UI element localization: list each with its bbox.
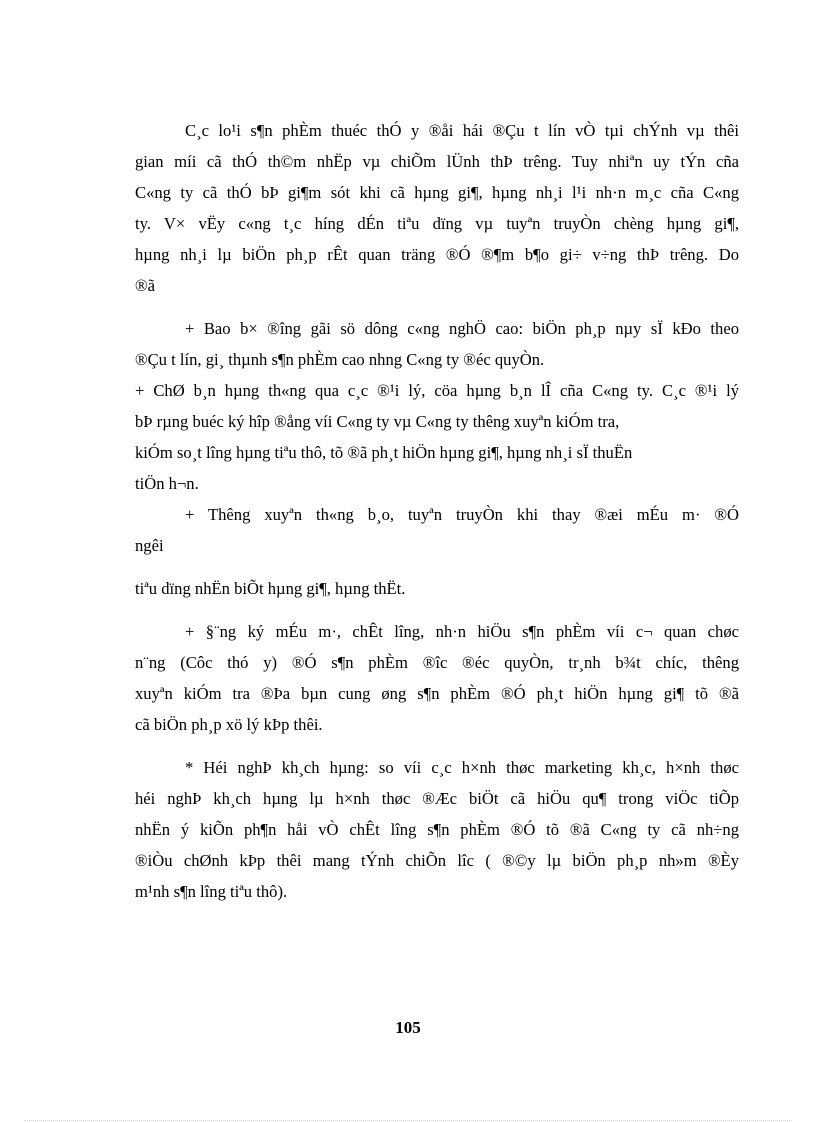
- paragraph-4: [135, 499, 739, 561]
- text-line: bÞ rµng buéc ký hîp ®ång víi C«ng ty vµ C«ng ty thêng xuyªn kiÓm tra,: [135, 412, 620, 431]
- text-line: * Héi nghÞ kh¸ch hµng: so víi c¸c h×nh thøc marketing kh¸c, h×nh thøc: [185, 758, 739, 777]
- text-line: tiÖn h¬n.: [135, 474, 199, 493]
- page-body: [135, 115, 739, 907]
- text-line: + Bao b× ®îng gãi sö dông c«ng nghÖ cao: biÖn ph¸p nµy sÏ kÐo theo: [185, 319, 739, 338]
- text-line: ®iÒu chØnh kÞp thêi mang tÝnh chiÕn lîc ( ®©y lµ biÖn ph¸p nh»m ®Èy: [135, 851, 739, 870]
- text-line: + Thêng xuyªn th«ng b¸o, tuyªn truyÒn khi thay ®æi mÉu m· ®Ó: [185, 505, 739, 524]
- page-number: 105: [395, 1018, 421, 1037]
- footer-divider: [24, 1120, 792, 1121]
- text-line: ty. V× vËy c«ng t¸c híng dÉn tiªu dïng vµ tuyªn truyÒn chèng hµng gi¶,: [135, 214, 739, 233]
- paragraph-2: [135, 313, 739, 375]
- text-line: ®ã: [135, 276, 155, 295]
- paragraph-6: [135, 616, 739, 740]
- paragraph-1: [135, 115, 739, 301]
- text-line: C¸c lo¹i s¶n phÈm thuéc thÓ y ®åi hái ®Çu t lín vÒ tµi chÝnh vµ thêi: [185, 121, 739, 140]
- text-line: nhËn ý kiÕn ph¶n håi vÒ chÊt lîng s¶n phÈm ®Ó tõ ®ã C«ng ty cã nh÷ng: [135, 820, 739, 839]
- paragraph-5: [135, 573, 739, 604]
- paragraph-3: [135, 375, 739, 499]
- paragraph-7: [135, 752, 739, 907]
- text-line: kiÓm so¸t lîng hµng tiªu thô, tõ ®ã ph¸t hiÖn hµng gi¶, hµng nh¸i sÏ thuËn: [135, 443, 633, 462]
- text-line: ngêi: [135, 536, 164, 555]
- text-line: + §¨ng ký mÉu m·, chÊt lîng, nh·n hiÖu s¶n phÈm víi c¬ quan chøc: [185, 622, 739, 641]
- text-line: xuyªn kiÓm tra ®Þa bµn cung øng s¶n phÈm ®Ó ph¸t hiÖn hµng gi¶ tõ ®ã: [135, 684, 739, 703]
- text-line: tiªu dïng nhËn biÕt hµng gi¶, hµng thËt.: [135, 579, 406, 598]
- text-line: ®Çu t lín, gi¸ thµnh s¶n phÈm cao nhng C«ng ty ®éc quyÒn.: [135, 350, 545, 369]
- text-line: hµng nh¸i lµ biÖn ph¸p rÊt quan träng ®Ó ®¶m b¶o gi÷ v÷ng thÞ trêng. Do: [135, 245, 739, 264]
- text-line: n¨ng (Côc thó y) ®Ó s¶n phÈm ®îc ®éc quyÒn, tr¸nh b¾t chíc, thêng: [135, 653, 739, 672]
- text-line: cã biÖn ph¸p xö lý kÞp thêi.: [135, 715, 323, 734]
- text-line: + ChØ b¸n hµng th«ng qua c¸c ®¹i lý, cöa hµng b¸n lÎ cña C«ng ty. C¸c ®¹i lý: [135, 381, 739, 400]
- text-line: gian míi cã thÓ th©m nhËp vµ chiÕm lÜnh thÞ trêng. Tuy nhiªn uy tÝn cña: [135, 152, 739, 171]
- text-line: C«ng ty cã thÓ bÞ gi¶m sót khi cã hµng gi¶, hµng nh¸i l¹i nh·n m¸c cña C«ng: [135, 183, 739, 202]
- text-line: m¹nh s¶n lîng tiªu thô).: [135, 882, 288, 901]
- text-line: héi nghÞ kh¸ch hµng lµ h×nh thøc ®Æc biÖt cã hiÖu qu¶ trong viÖc tiÕp: [135, 789, 739, 808]
